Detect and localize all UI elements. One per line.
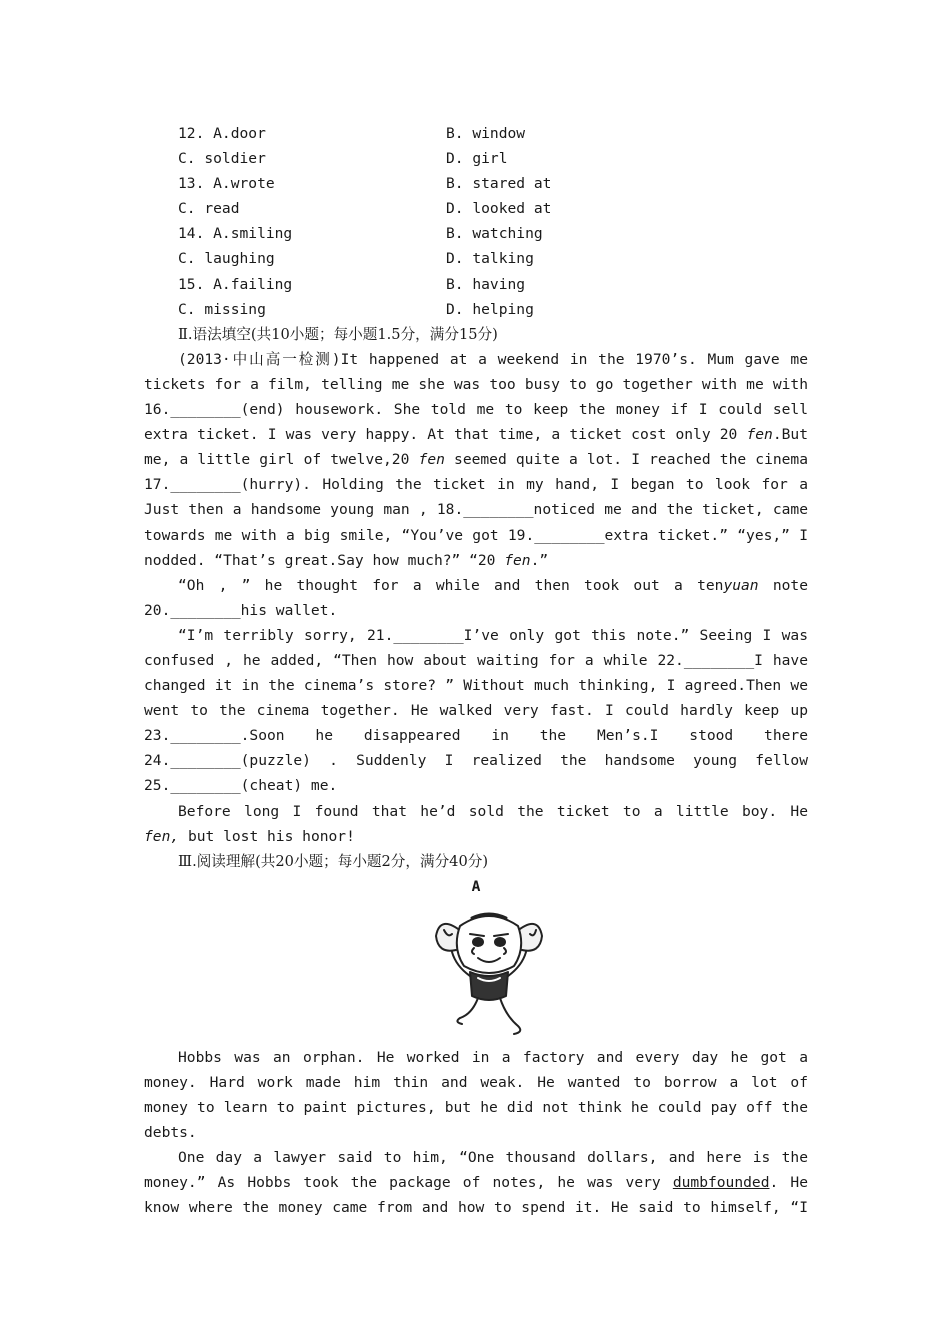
- option-a: C. read: [178, 200, 240, 218]
- passage-line: “I’m terribly sorry, 21.________I’ve only got this note.” Seeing I was: [178, 626, 808, 644]
- option-b: B. watching: [446, 225, 543, 243]
- option-b: D. helping: [446, 300, 534, 318]
- passage-line: extra ticket. I was very happy. At that time, a ticket cost only 20 fen.But: [144, 426, 808, 444]
- option-b: B. having: [446, 275, 526, 293]
- answer-options: [144, 121, 808, 322]
- option-b: B. window: [446, 125, 526, 142]
- passage-line: One day a lawyer said to him, “One thousand dollars, and here is the: [178, 1149, 808, 1167]
- italic-word: yuan: [723, 576, 759, 594]
- passage-line: money.” As Hobbs took the package of notes, he was very dumbfounded. He: [144, 1174, 808, 1192]
- option-b: D. looked at: [446, 200, 552, 218]
- passage-line: went to the cinema together. He walked very fast. I could hardly keep up: [144, 702, 808, 720]
- passage-line: tickets for a film, telling me she was too busy to go together with me with: [144, 375, 808, 393]
- option-a: C. soldier: [178, 150, 266, 168]
- passage-line: debts.: [144, 1124, 197, 1142]
- option-a: C. missing: [178, 300, 266, 318]
- section-heading-grammar: Ⅱ.语法填空(共10小题；每小题1.5分，满分15分): [178, 325, 498, 343]
- passage-line: nodded. “That’s great.Say how much?” “20 fen.”: [144, 551, 549, 569]
- passage-line: money. Hard work made him thin and weak. He wanted to borrow a lot of: [144, 1074, 808, 1091]
- italic-word: fen,: [144, 827, 180, 845]
- passage-line: 25.________(cheat) me.: [144, 777, 338, 795]
- option-b: D. talking: [446, 250, 534, 268]
- cartoon-illustration: [144, 899, 808, 1045]
- underlined-word: dumbfounded: [672, 1174, 770, 1192]
- italic-word: fen: [746, 426, 773, 444]
- document-page: [144, 121, 808, 1221]
- passage-line: changed it in the cinema’s store? ” Without much thinking, I agreed.Then we: [144, 677, 808, 695]
- reading-passage: [144, 1045, 808, 1221]
- option-row: [144, 121, 808, 146]
- passage-line: fen, but lost his honor!: [144, 827, 355, 845]
- section-heading-reading: Ⅲ.阅读理解(共20小题；每小题2分，满分40分): [178, 852, 489, 870]
- passage-line: me, a little girl of twelve,20 fen seemed quite a lot. I reached the cinema: [144, 451, 808, 469]
- option-row: [144, 272, 808, 297]
- passage-line: Hobbs was an orphan. He worked in a factory and every day he got a: [178, 1048, 808, 1066]
- cartoon-figure-icon: [434, 904, 544, 1040]
- option-row: [144, 196, 808, 221]
- option-row: [144, 221, 808, 246]
- passage-line: money to learn to paint pictures, but he did not think he could pay off the: [144, 1099, 808, 1117]
- passage-line: 23.________.Soon he disappeared in the Men’s.I stood there: [144, 727, 808, 745]
- passage-line: 16.________(end) housework. She told me to keep the money if I could sell: [144, 401, 808, 419]
- passage-line: 17.________(hurry). Holding the ticket in my hand, I began to look for a: [144, 476, 808, 494]
- passage-line: Before long I found that he’d sold the ticket to a little boy. He: [178, 802, 808, 820]
- italic-word: fen: [504, 551, 531, 569]
- passage-line: “Oh , ” he thought for a while and then took out a tenyuan note: [178, 576, 808, 594]
- option-b: D. girl: [446, 150, 508, 168]
- passage-line: towards me with a big smile, “You’ve got 19.________extra ticket.” “yes,” I: [144, 526, 808, 544]
- option-row: [144, 297, 808, 322]
- passage-label: A: [471, 877, 481, 895]
- option-row: [144, 171, 808, 196]
- option-row: [144, 146, 808, 171]
- passage-line: confused , he added, “Then how about waiting for a while 22.________I have: [144, 651, 808, 669]
- passage-line: (2013·中山高一检测)It happened at a weekend in the 1970’s. Mum gave me: [178, 350, 808, 368]
- passage-line: Just then a handsome young man , 18.________noticed me and the ticket, came: [144, 501, 808, 519]
- italic-word: fen: [418, 451, 445, 469]
- option-b: B. stared at: [446, 175, 552, 193]
- passage-line: 20.________his wallet.: [144, 601, 338, 619]
- passage-line: know where the money came from and how to spend it. He said to himself, “I: [144, 1199, 808, 1217]
- option-a: 15. A.failing: [178, 275, 293, 293]
- grammar-passage: [144, 347, 808, 849]
- option-a: 13. A.wrote: [178, 175, 275, 193]
- passage-line: 24.________(puzzle) . Suddenly I realized the handsome young fellow: [144, 752, 808, 770]
- option-a: 12. A.door: [178, 125, 266, 142]
- option-a: 14. A.smiling: [178, 225, 293, 243]
- option-row: [144, 246, 808, 271]
- option-a: C. laughing: [178, 250, 275, 268]
